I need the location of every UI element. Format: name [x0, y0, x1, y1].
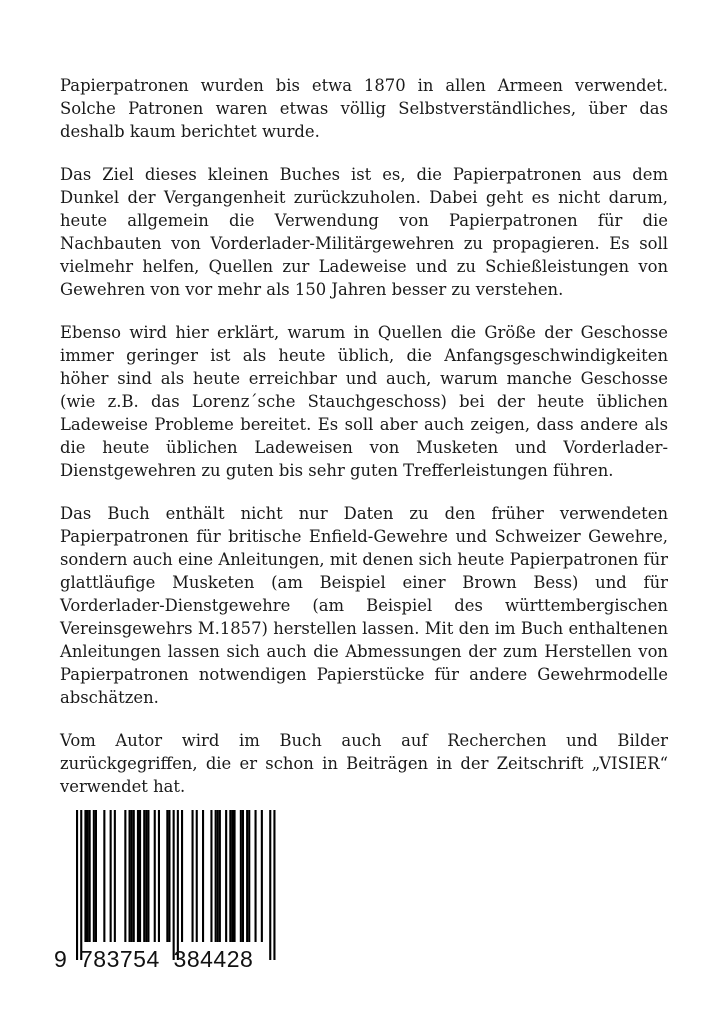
barcode-bar: [158, 810, 160, 942]
barcode-bar: [93, 810, 95, 942]
barcode-bar: [177, 810, 179, 960]
barcode-bar: [80, 810, 82, 960]
barcode-bar: [145, 810, 147, 942]
blurb-text: [60, 74, 668, 818]
barcode-bar: [147, 810, 149, 942]
barcode-bar: [173, 810, 175, 960]
isbn-left-group: 783754: [80, 946, 160, 972]
barcode-bar: [114, 810, 116, 942]
barcode-bar: [196, 810, 198, 942]
barcode-bar: [181, 810, 183, 942]
blurb-paragraph-4: Das Buch enthält nicht nur Daten zu den früher verwendeten Papierpatronen für britische Enfield-Gewehre und Schweizer Gewehre, sondern auch eine Anleitungen, mit denen sich heute Papierpatronen für glattläufige Musketen (am Beispiel einer Brown Bess) und für Vorderlader-Dienstgewehre (am Beispiel des württembergischen Vereinsgewehrs M.1857) herstellen lassen. Mit den im Buch enthaltenen Anleitungen lassen sich auch die Abmessungen der zum Herstellen von Papierpatronen notwendigen Papierstücke für andere Gewehrmodelle abschätzen.: [60, 504, 668, 707]
blurb-paragraph-3: Ebenso wird hier erklärt, warum in Quellen die Größe der Geschosse immer geringer ist als heute üblich, die Anfangsgeschwindigkeiten höher sind als heute erreichbar und auch, warum manche Geschosse (wie z.B. das Lorenz´sche Stauchgeschoss) bei der heute üblichen Ladeweise Probleme bereitet. Es soll aber auch zeigen, dass andere als die heute üblichen Ladeweisen von Musketen und Vorderlader-Dienstgewehren zu guten bis sehr guten Trefferleistungen führen.: [60, 323, 668, 480]
isbn-right-group: 384428: [173, 946, 254, 972]
barcode-bar: [110, 810, 112, 942]
barcode-bar: [229, 810, 231, 942]
barcode-bar: [210, 810, 212, 942]
barcode-bar: [87, 810, 89, 942]
barcode-bar: [133, 810, 135, 942]
blurb-paragraph-2: Das Ziel dieses kleinen Buches ist es, die Papierpatronen aus dem Dunkel der Vergangenheit zurückzuholen. Dabei geht es nicht darum, heute allgemein die Verwendung von Papierpatronen für die Nachbauten von Vorderlader-Militärgewehren zu propagieren. Es soll vielmehr helfen, Quellen zur Ladeweise und zu Schießleistungen von Gewehren von vor mehr als 150 Jahren besser zu verstehen.: [60, 165, 668, 299]
barcode-bar: [192, 810, 194, 942]
barcode-bar: [219, 810, 221, 942]
barcode-bar: [240, 810, 242, 942]
barcode-bar: [166, 810, 168, 942]
barcode-bar: [131, 810, 133, 942]
barcode-bar: [261, 810, 263, 942]
barcode-bar: [242, 810, 244, 942]
barcode-bar: [168, 810, 170, 942]
barcode-bar: [231, 810, 233, 942]
barcode-bar: [234, 810, 236, 942]
barcode-bar: [225, 810, 227, 942]
barcode-bar: [129, 810, 131, 942]
barcode-bar: [269, 810, 271, 960]
barcode-bar: [76, 810, 78, 960]
barcode-bar: [95, 810, 97, 942]
barcode-bar: [255, 810, 257, 942]
barcode-bar: [139, 810, 141, 942]
barcode-bar: [137, 810, 139, 942]
isbn-number: [54, 946, 280, 973]
barcode-bar: [215, 810, 217, 942]
barcode-bar: [202, 810, 204, 942]
barcode-bar: [248, 810, 250, 942]
barcode-bar: [246, 810, 248, 942]
barcode-bar: [273, 810, 275, 960]
barcode-bar: [124, 810, 126, 942]
barcode-bar: [217, 810, 219, 942]
barcode-bar: [103, 810, 105, 942]
barcode-bar: [89, 810, 91, 942]
barcode-bar: [143, 810, 145, 942]
barcode-bar: [154, 810, 156, 942]
barcode-bar: [84, 810, 86, 942]
blurb-paragraph-5: Vom Autor wird im Buch auch auf Recherchen und Bilder zurückgegriffen, die er schon in Beiträgen in der Zeitschrift „VISIER“ verwendet hat.: [60, 731, 668, 796]
isbn-lead-digit: 9: [54, 946, 68, 972]
blurb-paragraph-1: Papierpatronen wurden bis etwa 1870 in allen Armeen verwendet. Solche Patronen waren etwas völlig Selbstverständliches, über das deshalb kaum berichtet wurde.: [60, 76, 668, 141]
